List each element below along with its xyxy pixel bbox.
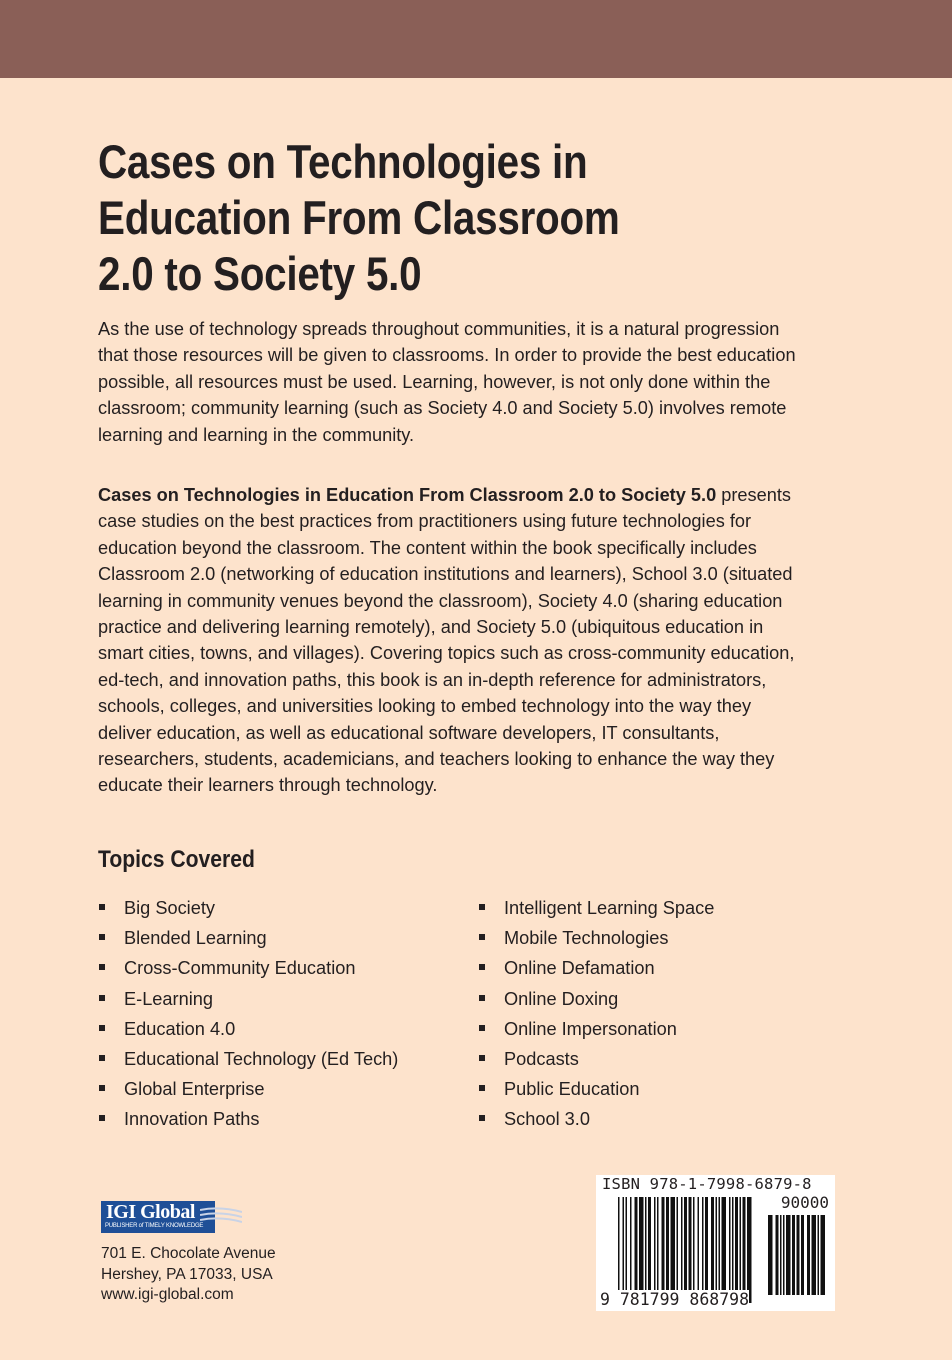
- description-paragraph: [98, 482, 798, 799]
- isbn-text: ISBN 978-1-7998-6879-8: [602, 1175, 812, 1193]
- bullet-icon: [479, 1025, 485, 1031]
- barcode-bar: [807, 1215, 810, 1295]
- barcode-bar: [747, 1197, 752, 1303]
- topics-heading: Topics Covered: [98, 846, 255, 873]
- topic-label: School 3.0: [504, 1109, 590, 1130]
- bullet-icon: [479, 1085, 485, 1091]
- barcode-bar: [740, 1197, 742, 1303]
- title-line: 2.0 to Society 5.0: [98, 247, 422, 300]
- barcode-bar: [818, 1215, 820, 1295]
- barcode-bar: [743, 1197, 746, 1303]
- topic-label: Innovation Paths: [124, 1109, 260, 1130]
- barcode-bar: [797, 1215, 800, 1295]
- bullet-icon: [99, 1025, 105, 1031]
- topic-label: Public Education: [504, 1079, 640, 1100]
- barcode-bar: [645, 1197, 647, 1303]
- topic-item: [98, 986, 398, 1016]
- topic-item: [98, 925, 398, 955]
- publisher-logo: [101, 1201, 215, 1233]
- topic-item: [478, 1046, 714, 1076]
- address-line: Hershey, PA 17033, USA: [101, 1265, 273, 1283]
- barcode-bar: [732, 1197, 734, 1303]
- barcode-bar: [693, 1197, 695, 1303]
- topics-list-right: [478, 895, 714, 1137]
- bullet-icon: [99, 1115, 105, 1121]
- bullet-icon: [99, 995, 105, 1001]
- topic-item: [478, 925, 714, 955]
- topic-label: Blended Learning: [124, 928, 267, 949]
- price-addon: 90000: [780, 1193, 829, 1212]
- barcode-bar: [618, 1197, 620, 1303]
- topic-label: Educational Technology (Ed Tech): [124, 1048, 399, 1069]
- bullet-icon: [479, 964, 485, 970]
- topic-item: [98, 955, 398, 985]
- book-title: [98, 134, 786, 302]
- barcode-bar: [677, 1197, 679, 1303]
- barcode-bar: [698, 1197, 700, 1303]
- topic-label: Intelligent Learning Space: [504, 898, 715, 918]
- barcode-bar: [630, 1197, 632, 1303]
- barcode-digits: 9 781799 868798: [600, 1290, 750, 1309]
- bullet-icon: [479, 1055, 485, 1061]
- barcode-bar: [801, 1215, 804, 1295]
- barcode-bar: [768, 1215, 773, 1295]
- barcode-bar: [792, 1215, 795, 1295]
- barcode-bar: [702, 1197, 704, 1303]
- intro-paragraph: As the use of technology spreads throughout communities, it is a natural progression that those resources will be given to classrooms. In order to provide the best education possible, all resources must be used. Learning, however, is not only done within the classroom; community learning (such as Society 4.0 and Society 5.0) involves remote learning and learning in the community.: [98, 319, 796, 445]
- bullet-icon: [479, 995, 485, 1001]
- publisher-name: IGI Global: [106, 1201, 195, 1223]
- publisher-tagline: PUBLISHER of TIMELY KNOWLEDGE: [105, 1223, 204, 1229]
- barcode-bar: [635, 1197, 638, 1303]
- topic-item: [98, 1076, 398, 1106]
- barcode-bar: [776, 1215, 779, 1295]
- topic-item: [98, 895, 398, 925]
- barcode-bar: [684, 1197, 687, 1303]
- topic-label: Online Impersonation: [504, 1018, 677, 1039]
- barcode-bar: [705, 1197, 708, 1303]
- barcode-bar: [662, 1197, 665, 1303]
- barcode-bar: [711, 1197, 714, 1303]
- bullet-icon: [479, 904, 485, 910]
- bullet-icon: [99, 1085, 105, 1091]
- topics-list-left: [98, 895, 398, 1137]
- barcode-bar: [681, 1197, 683, 1303]
- address-line: 701 E. Chocolate Avenue: [101, 1245, 276, 1262]
- barcode-bar: [719, 1197, 721, 1303]
- topic-item: [98, 1046, 398, 1076]
- bullet-icon: [99, 904, 105, 910]
- barcode-bar: [821, 1215, 826, 1295]
- topic-label: Education 4.0: [124, 1018, 236, 1039]
- barcode-bar: [716, 1197, 718, 1303]
- barcode-bar: [786, 1215, 791, 1295]
- barcode-bar: [812, 1215, 817, 1295]
- barcode-bar: [648, 1197, 651, 1303]
- barcode-bar: [780, 1215, 782, 1295]
- barcode-bar: [623, 1197, 625, 1303]
- topic-item: [98, 1106, 398, 1136]
- topic-item: [478, 1076, 714, 1106]
- barcode-bar: [735, 1197, 738, 1303]
- publisher-website: www.igi-global.com: [101, 1286, 234, 1303]
- isbn-barcode: [596, 1175, 835, 1311]
- topic-label: Global Enterprise: [124, 1079, 265, 1100]
- topic-item: [478, 1016, 714, 1046]
- bullet-icon: [99, 964, 105, 970]
- barcode-bar: [626, 1197, 628, 1303]
- topic-label: Cross-Community Education: [124, 958, 356, 979]
- topic-label: Mobile Technologies: [504, 928, 669, 949]
- topic-label: Online Doxing: [504, 988, 619, 1009]
- barcode-bar: [783, 1215, 785, 1295]
- barcode-bar: [729, 1197, 731, 1303]
- bullet-icon: [479, 1115, 485, 1121]
- topic-item: [478, 1106, 714, 1136]
- bullet-icon: [99, 934, 105, 940]
- bullet-icon: [479, 934, 485, 940]
- barcode-bar: [639, 1197, 644, 1303]
- topic-label: Big Society: [124, 898, 215, 918]
- barcode-bar: [654, 1197, 656, 1303]
- title-line: Cases on Technologies in: [98, 135, 588, 188]
- barcode-bar: [689, 1197, 692, 1303]
- description-text: presents case studies on the best practices from practitioners using future technologies for education beyond the classroom. The content within the book specifically includes Classroom 2.0 (networking of education institutions and learners), School 3.0 (situated learning in community venues beyond the classroom), Society 4.0 (sharing education practice and delivering learning remotely), and Society 5.0 (ubiquitous education in smart cities, towns, and villages). Covering topics such as cross-community education, ed-tech, and innovation paths, this book is an in-depth reference for administrators, schools, colleges, and universities looking to embed technology into the way they deliver education, as well as educational software developers, IT consultants, researchers, students, academicians, and teachers looking to enhance the way they educate their learners through technology.: [98, 485, 795, 796]
- barcode-bar: [666, 1197, 669, 1303]
- description-bold-title: Cases on Technologies in Education From Classroom 2.0 to Society 5.0: [98, 485, 717, 505]
- barcode-bar: [657, 1197, 659, 1303]
- top-color-band: [0, 0, 952, 78]
- title-line: Education From Classroom: [98, 191, 620, 244]
- barcode-bar: [671, 1197, 676, 1303]
- topic-label: E-Learning: [124, 988, 213, 1009]
- topic-item: [478, 955, 714, 985]
- topic-item: [478, 895, 714, 925]
- logo-swoosh-icon: [200, 1206, 242, 1226]
- publisher-address: [101, 1244, 276, 1306]
- bullet-icon: [99, 1055, 105, 1061]
- topic-item: [98, 1016, 398, 1046]
- topic-label: Podcasts: [504, 1048, 579, 1069]
- topic-label: Online Defamation: [504, 958, 655, 979]
- barcode-bar: [722, 1197, 727, 1303]
- topic-item: [478, 986, 714, 1016]
